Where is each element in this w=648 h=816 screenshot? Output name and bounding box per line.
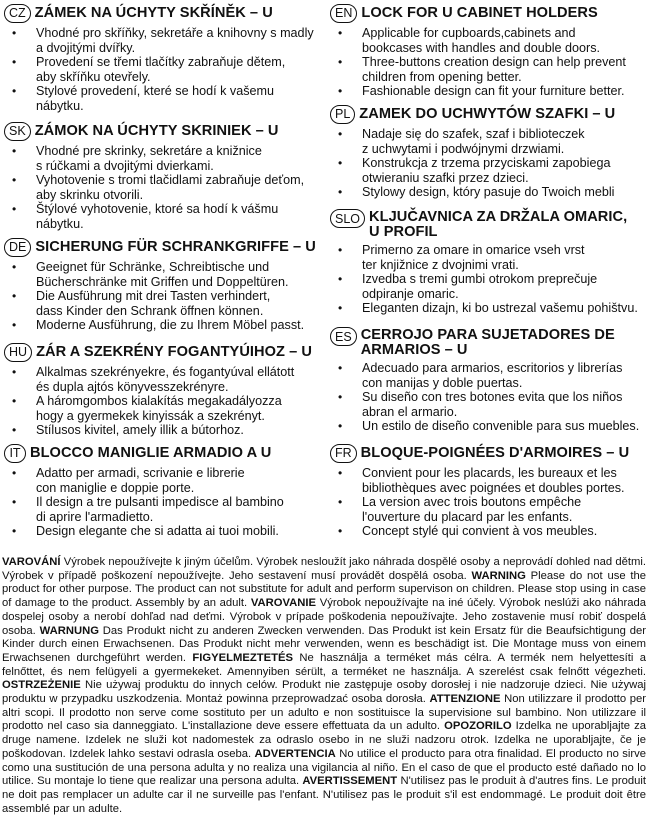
warning-text-cz: Výrobek nepoužívejte k jiným účelům. Výrobek nesloužít jako náhrada dospělé osoby a neprovádí dohled nad dětmi. Výrobek v případě poškození nepoužívejte. Jeho sestavení musí provádět dospělá osoba. [2,556,646,582]
section-title: KLJUČAVNICA ZA DRŽALA OMARIC, U PROFIL [369,209,628,240]
warnings-paragraph [2,556,646,816]
feature-item: • Stylowy design, który pasuje do Twoich mebli [326,185,646,200]
feature-item: • Stílusos kivitel, amely illik a bútorhoz. [0,423,318,438]
feature-item: • Štýlové vyhotovenie, ktoré sa hodí k vášmu nábytku. [0,202,318,231]
section-heading [326,325,646,359]
warning-text-slo: Izdelka ne uporabljajte za druge namene. Izdelek ne služi kot nadomestek za odraslo osebo in ne služi nadzoru otrok. Izdelka ne uporabljajte, če je poškodovan. Izdelek lahko sestavi odrasla oseba. [2,720,646,760]
section-title: SICHERUNG FÜR SCHRANKGRIFFE – U [35,238,316,255]
feature-item: • Izvedba s tremi gumbi otrokom preprečuje odpiranje omaric. [326,272,646,301]
feature-list [0,466,318,539]
section-title: ZAMEK DO UCHWYTÓW SZAFKI – U [359,105,616,122]
feature-item: • Convient pour les placards, les bureaux et les bibliothèques avec poignées et doubles portes. [326,466,646,495]
language-badge-hu: HU [4,343,32,362]
section-heading [0,442,318,464]
feature-item: • Konstrukcja z trzema przyciskami zapobiega otwieraniu szafki przez dzieci. [326,156,646,185]
section-cz [0,2,318,114]
warning-text-it: Non utilizzare il prodotto per altri scopi. Il prodotto non serve come sostituto per un adulto e non sostituisce la supervisione sul bambino. Non utilizzare il prodotto nel caso sia danneggiato. L'installazione deve essere effettuata da un adulto. [2,693,646,733]
warning-label-fr: AVERTISSEMENT [302,775,398,788]
section-en [326,2,646,99]
warning-label-sk: VAROVANIE [250,597,317,610]
feature-item: • Vhodné pro skříňky, sekretáře a knihovny s madly a dvojitými dvířky. [0,26,318,55]
warning-label-cz: VAROVÁNÍ [2,556,61,568]
section-slo [326,207,646,316]
section-title: CERROJO PARA SUJETADORES DE ARMARIOS – U [360,327,615,358]
warning-text-en: Please do not use the product for other purpose. The product can not substitute for adult and perform supervison on children. Please stop using in case of damage to the product. Assembly by an adult. [2,569,646,610]
section-title: LOCK FOR U CABINET HOLDERS [361,4,598,21]
feature-item: • La version avec trois boutons empêche l'ouverture du placard par les enfants. [326,495,646,524]
language-badge-slo: SLO [330,209,365,228]
feature-item: • Vyhotovenie s tromi tlačidlami zabraňuje deťom, aby skrinku otvorili. [0,173,318,202]
feature-item: • Geeignet für Schränke, Schreibtische und Bücherschränke mit Griffen und Doppeltüren. [0,260,318,289]
language-badge-de: DE [4,238,31,257]
feature-list [0,365,318,438]
feature-item: • Su diseño con tres botones evita que los niños abran el armario. [326,390,646,419]
feature-item: • Il design a tre pulsanti impedisce al bambino di aprire l'armadietto. [0,495,318,524]
language-badge-fr: FR [330,444,357,463]
language-badge-es: ES [330,327,357,346]
feature-item: • Stylové provedení, které se hodí k vašemu nábytku. [0,84,318,113]
feature-item: • Adatto per armadi, scrivanie e librerie con maniglie e doppie porte. [0,466,318,495]
feature-item: • Adecuado para armarios, escritorios y librerías con manijas y doble puertas. [326,361,646,390]
language-badge-en: EN [330,4,357,23]
section-de [0,236,318,333]
feature-item: • Design elegante che si adatta ai tuoi mobili. [0,524,318,539]
feature-item: • Concept stylé qui convient à vos meubles. [326,524,646,539]
feature-list [326,26,646,99]
feature-list [326,127,646,200]
section-title: ZÁR A SZEKRÉNY FOGANTYÚIHOZ – U [36,343,312,360]
section-title: ZÁMOK NA ÚCHYTY SKRINIEK – U [34,122,279,139]
feature-item: • Three-buttons creation design can help prevent children from opening better. [326,55,646,84]
feature-list [0,260,318,333]
section-heading [0,236,318,258]
feature-item: • Nadaje się do szafek, szaf i biblioteczek z uchwytami i podwójnymi drzwiami. [326,127,646,156]
language-badge-pl: PL [330,105,355,124]
feature-item: • Un estilo de diseño convenible para sus muebles. [326,419,646,434]
feature-list [326,466,646,539]
section-heading [0,120,318,142]
language-badge-sk: SK [4,122,31,141]
warning-label-slo: OPOZORILO [444,720,512,733]
feature-item: • Primerno za omare in omarice vseh vrst ter knjižnice z dvojnimi vrati. [326,243,646,272]
feature-list [326,243,646,316]
section-fr [326,442,646,539]
warning-label-it: ATTENZIONE [429,693,501,706]
warning-text-hu: Ne használja a terméket más célra. A termék nem helyettesíti a felnőttet, és nem felügyeli a gyermekeket. Amennyiben sérült, a terméket ne használja. A szerelést csak felnőtt végezheti. [2,651,646,678]
section-heading [326,207,646,241]
feature-item: • Applicable for cupboards,cabinets and bookcases with handles and double doors. [326,26,646,55]
feature-item: • Die Ausführung mit drei Tasten verhindert, dass Kinder den Schrank öffnen können. [0,289,318,318]
section-heading [326,2,646,24]
section-it [0,442,318,539]
section-heading [326,442,646,464]
warning-text-pl: Nie używaj produktu do innych celów. Produkt nie zastępuje osoby dorosłej i nie nadzoruje dzieci. Nie używaj produktu w przypadku uszkodzenia. Montaż powinna przeprowadzać osoba dorosła. [2,679,646,706]
feature-item: • Moderne Ausführung, die zu Ihrem Möbel passt. [0,318,318,333]
feature-item: • Provedení se třemi tlačítky zabraňuje dětem, aby skříňku otevřely. [0,55,318,84]
warning-text-sk: Výrobok nepoužívajte na iné účely. Výrobok neslúži ako náhrada dospelej osoby a nerobí dohľad nad deťmi. Výrobok v prípade poškodenia nepoužívajte. Jeho zostavenie musí robiť dospelá osoba. [2,597,646,637]
feature-item: • Eleganten dizajn, ki bo ustrezal vašemu pohištvu. [326,301,646,316]
warning-label-de: WARNUNG [39,624,99,637]
section-es [326,325,646,434]
feature-item: • Fashionable design can fit your furniture better. [326,84,646,99]
feature-list [326,361,646,434]
feature-item: • Vhodné pre skrinky, sekretáre a knižnice s rúčkami a dvojitými dvierkami. [0,144,318,173]
warning-label-hu: FIGYELMEZTETÉS [192,651,294,664]
section-sk [0,120,318,232]
warning-label-es: ADVERTENCIA [254,747,336,760]
feature-list [0,26,318,114]
warning-text-fr: N'utilisez pas le produit à d'autres fins. Le produit ne doit pas remplacer un adulte car il ne surveille pas l'enfant. N'utilisez pas le produit s'il est endommagé. Le produit doit être assemblé par un adulte. [2,775,646,815]
section-title: BLOQUE-POIGNÉES D'ARMOIRES – U [360,444,630,461]
section-title: BLOCCO MANIGLIE ARMADIO A U [30,444,272,461]
section-title: ZÁMEK NA ÚCHYTY SKŘÍNĚK – U [34,4,273,21]
feature-item: • Alkalmas szekrényekre, és fogantyúval ellátott és dupla ajtós könyvesszekrényre. [0,365,318,394]
warning-label-pl: OSTRZEŻENIE [2,679,81,692]
language-badge-cz: CZ [4,4,31,23]
feature-list [0,144,318,232]
warning-text-es: No utilice el producto para otra finalidad. El producto no sirve como una sustitución de una persona adulta y no realiza una vigilancia al niño. En el caso de que el producto esté dañado no lo utilice. Su montaje lo tiene que realizar una persona adulta. [2,747,647,788]
language-badge-it: IT [4,444,26,463]
section-heading [326,103,646,125]
section-pl [326,103,646,200]
warning-label-en: WARNING [471,569,526,582]
section-hu [0,341,318,438]
section-heading [0,341,318,363]
feature-item: • A háromgombos kialakítás megakadályozza hogy a gyermekek kinyissák a szekrényt. [0,394,318,423]
section-heading [0,2,318,24]
warning-text-de: Das Produkt nicht zu anderen Zwecken verwenden. Das Produkt ist kein Ersatz für die Beaufsichtigung der Kinder durch einen Erwachsenen. Das Produkt nicht mehr verwenden, wenn es beschädigt ist. Die Montage muss von einem Erwachsenen durchgeführt werden. [2,624,647,664]
